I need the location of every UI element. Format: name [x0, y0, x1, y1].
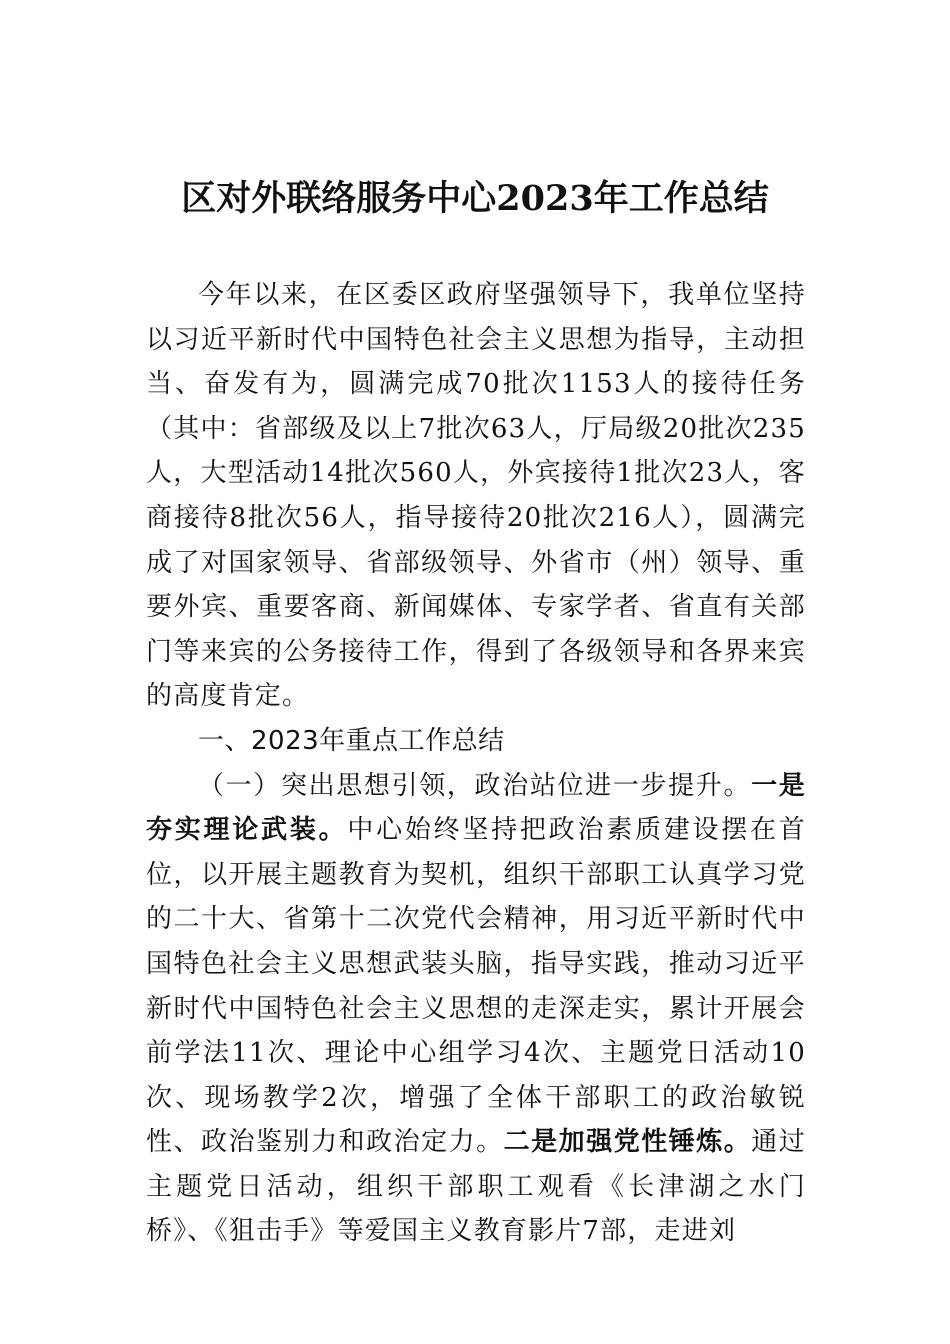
point-title: 二是加强党性锤炼。 [503, 1127, 752, 1158]
subsection-paragraph [146, 764, 806, 1255]
section-heading: 一、2023年重点工作总结 [198, 725, 505, 756]
point-title: 一是夯实理论武装。 [146, 770, 806, 846]
intro-paragraph: 今年以来，在区委区政府坚强领导下，我单位坚持以习近平新时代中国特色社会主义思想为指导，主动担当、奋发有为，圆满完成70批次1153人的接待任务（其中：省部级及以上7批次63人，厅局级20批次235人，大型活动14批次560人，外宾接待1批次23人，客商接待8批次56人，指导接待20批次216人），圆满完成了对国家领导、省部级领导、外省市（州）领导、重要外宾、重要客商、新闻媒体、专家学者、省直有关部门等来宾的公务接待工作，得到了各级领导和各界来宾的高度肯定。 [146, 280, 806, 712]
point-text: 通过主题党日活动，组织干部职工观看《长津湖之水门桥》、《狙击手》等爱国主义教育影片7部，走进刘 [146, 1127, 806, 1247]
subsection-heading: （一）突出思想引领，政治站位进一步提升。 [198, 770, 752, 801]
document-title: 区对外联络服务中心2023年工作总结 [181, 178, 769, 219]
document-body [146, 273, 806, 1254]
point-text: 中心始终坚持把政治素质建设摆在首位，以开展主题教育为契机，组织干部职工认真学习党的二十大、省第十二次党代会精神，用习近平新时代中国特色社会主义思想武装头脑，指导实践，推动习近平新时代中国特色社会主义思想的走深走实，累计开展会前学法11次、理论中心组学习4次、主题党日活动10次、现场教学2次，增强了全体干部职工的政治敏锐性、政治鉴别力和政治定力。 [146, 815, 806, 1158]
